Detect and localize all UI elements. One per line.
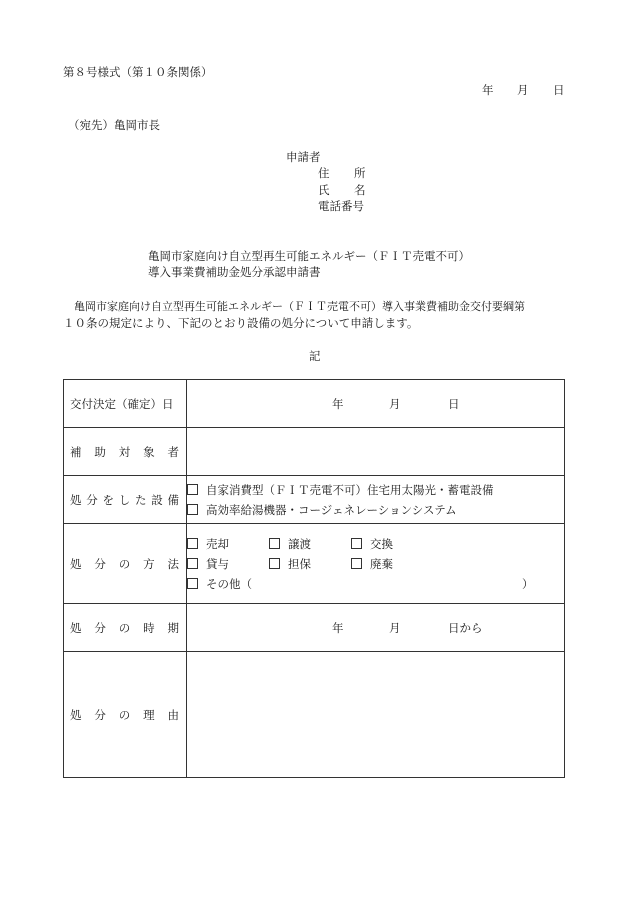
checkbox-icon[interactable]	[187, 484, 198, 495]
value-disposed-equipment	[187, 476, 565, 524]
value-decision-date[interactable]	[187, 380, 565, 428]
method-option-exchange[interactable]: 交換	[351, 534, 393, 554]
table-row	[64, 380, 565, 428]
method-option-sale[interactable]: 売却	[187, 534, 269, 554]
body-line-1: 亀岡市家庭向け自立型再生可能エネルギー（ＦＩＴ売電不可）導入事業費補助金交付要綱第	[74, 300, 525, 313]
form-number: 第８号様式（第１０条関係）	[63, 65, 213, 79]
table-row	[64, 476, 565, 524]
disposal-day: 日から	[448, 620, 483, 635]
disposal-month: 月	[389, 620, 401, 635]
table-row	[64, 604, 565, 652]
title-line-1: 亀岡市家庭向け自立型再生可能エネルギー（ＦＩＴ売電不可）	[148, 249, 470, 263]
equipment-option-water-heater[interactable]: 高効率給湯機器・コージェネレーションシステム	[187, 500, 564, 520]
phone-label: 電話番号	[318, 199, 364, 213]
name-label-2: 名	[354, 183, 366, 197]
checkbox-icon[interactable]	[269, 558, 280, 569]
equipment-option-solar[interactable]: 自家消費型（ＦＩＴ売電不可）住宅用太陽光・蓄電設備	[187, 480, 564, 500]
value-disposal-method	[187, 524, 565, 604]
label-disposed-equipment: 処 分 を し た 設 備	[64, 476, 187, 524]
application-table	[63, 379, 565, 778]
title-line-2: 導入事業費補助金処分承認申請書	[148, 265, 321, 279]
decision-month: 月	[389, 396, 401, 411]
body-line-2: １０条の規定により、下記のとおり設備の処分について申請します。	[63, 316, 419, 330]
name-label-1: 氏	[318, 183, 330, 197]
method-option-dispose[interactable]: 廃棄	[351, 554, 393, 574]
table-row	[64, 428, 565, 476]
value-subsidy-recipient[interactable]	[187, 428, 565, 476]
table-row	[64, 652, 565, 778]
date-month: 月	[517, 83, 529, 97]
address-label-1: 住	[318, 166, 330, 180]
decision-day: 日	[448, 396, 460, 411]
method-option-lend[interactable]: 貸与	[187, 554, 269, 574]
method-option-collateral[interactable]: 担保	[269, 554, 351, 574]
date-year: 年	[482, 83, 494, 97]
checkbox-icon[interactable]	[351, 558, 362, 569]
label-decision-date: 交付決定（確定）日	[64, 380, 187, 428]
method-option-transfer[interactable]: 譲渡	[269, 534, 351, 554]
date-day: 日	[553, 83, 565, 97]
value-disposal-time[interactable]	[187, 604, 565, 652]
address-label-2: 所	[354, 166, 366, 180]
decision-year: 年	[332, 396, 344, 411]
checkbox-icon[interactable]	[269, 538, 280, 549]
ki-heading: 記	[309, 349, 321, 363]
checkbox-icon[interactable]	[187, 558, 198, 569]
addressee: （宛先）亀岡市長	[68, 118, 160, 132]
checkbox-icon[interactable]	[187, 578, 198, 589]
label-disposal-time: 処 分 の 時 期	[64, 604, 187, 652]
checkbox-icon[interactable]	[187, 538, 198, 549]
applicant-heading: 申請者	[286, 150, 321, 164]
label-subsidy-recipient: 補 助 対 象 者	[64, 428, 187, 476]
checkbox-icon[interactable]	[351, 538, 362, 549]
label-disposal-reason: 処 分 の 理 由	[64, 652, 187, 778]
other-close-paren: ）	[522, 576, 534, 591]
table-row	[64, 524, 565, 604]
method-option-other[interactable]: その他（ ）	[187, 574, 564, 594]
checkbox-icon[interactable]	[187, 504, 198, 515]
label-disposal-method: 処 分 の 方 法	[64, 524, 187, 604]
value-disposal-reason[interactable]	[187, 652, 565, 778]
disposal-year: 年	[332, 620, 344, 635]
